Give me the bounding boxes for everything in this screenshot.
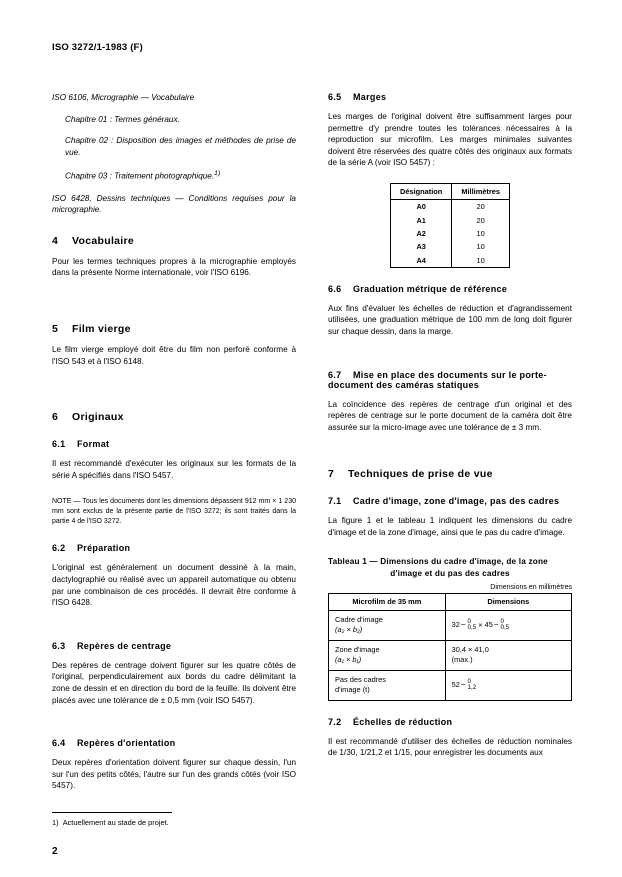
section-5-title: Film vierge [72,323,131,336]
cell-designation: A4 [391,253,452,267]
label-line-2: (a₂ × b₂) [335,625,363,635]
section-6-4-heading [52,738,296,748]
value-line-1: 30,4 × 41,0 [451,644,489,654]
cell-designation: A0 [391,199,452,213]
section-7-heading [328,468,572,480]
tolerance-upper: 0 [467,677,471,685]
section-6-7-body: La coïncidence des repères de centrage d'un original et des repères de centrage sur le porte document de la caméra doit être assurée sur la micro-image avec une tolérance de ± 3 mm. [328,399,572,432]
section-6-3-body: Des repères de centrage doivent figurer sur les quatre côtés de l'original, perpendiculairement aux bords du cadre délimitant la zone de dessin et en direction du bord de la feuille. Ils doivent être placés avec une tolérance de ± 0,5 mm (voir ISO 5457). [52,660,296,705]
cell-millimetres: 10 [476,255,485,265]
section-6-5-heading [328,92,572,102]
tolerance-fraction-a [468,619,477,632]
section-7-1-heading [328,496,572,506]
chapitre-03-footnote-ref: 1) [214,170,221,178]
table-row [391,253,510,267]
section-5-body: Le film vierge employé doit être du film non perforé conforme à l'ISO 543 et à l'ISO 6148. [52,345,296,366]
cell-designation: A2 [391,227,452,240]
cell-label-zone-image [329,640,446,670]
label-line-1: Pas des cadres [335,674,386,684]
section-7-1-title: Cadre d'image, zone d'image, pas des cadres [353,496,560,507]
section-7-2-number: 7.2 [328,716,342,727]
table-header-row [329,593,572,610]
section-7-2-heading [328,717,572,727]
tolerance-lower: 0,5 [500,624,510,632]
cell-value-cadre-image [445,610,571,640]
section-6-1-number: 6.1 [52,439,66,450]
cell-value-zone-image [445,640,571,670]
spacer [52,716,296,722]
tableau-1-caption [328,556,572,580]
table-row [391,213,510,226]
tableau-1-units-note: Dimensions en millimètres [490,583,572,591]
spacer [52,289,296,304]
section-6-5-number: 6.5 [328,92,342,102]
tolerance-upper: 0 [467,617,471,625]
section-7-1-body: La figure 1 et le tableau 1 indiquent les dimensions du cadre d'image et de la zone d'image, ainsi que le pas du cadre d'image. [328,516,572,537]
chapitre-02: Chapitre 02 : Disposition des images et méthodes de prise de vue. [65,136,296,157]
section-4-number: 4 [52,234,59,247]
chapitre-03 [65,168,296,182]
spacer [328,443,572,449]
value-line-2: (max.) [451,655,473,665]
section-6-heading [52,411,296,423]
section-7-2-body: Il est recommandé d'utiliser des échelles de réduction nominales de 1/30, 1/21,2 et 1/15, pour enregistrer les documents aux [328,736,572,758]
right-column [328,92,572,792]
section-4-heading [52,235,296,247]
section-6-2-title: Préparation [77,543,131,554]
section-6-4-number: 6.4 [52,738,66,749]
cell-value-pas-des-cadres [445,670,571,700]
column-header-millimetres: Millimètres [452,183,510,199]
chapitre-01: Chapitre 01 : Termes généraux. [65,114,180,124]
label-line-1: Zone d'image [335,644,380,654]
section-6-number: 6 [52,411,59,424]
section-6-3-number: 6.3 [52,640,66,651]
column-header-designation: Désignation [391,183,452,199]
page-number: 2 [52,846,58,857]
section-6-5-body: Les marges de l'original doivent être suffisamment larges pour permettre d'y prendre toutes les tolérances nécessaires à la reproduction sur microfilm. Les marges minimales suivantes doivent être réservées des quatre côtés des originaux aux formats de la série A (voir ISO 5457) : [328,112,572,168]
margins-table-wrapper [328,183,572,268]
section-6-7-title: Mise en place des documents sur le porte-document des caméras statiques [328,369,547,390]
section-6-7-heading [328,370,572,390]
section-6-3-heading [52,641,296,651]
section-6-6-title: Graduation métrique de référence [353,283,508,294]
cell-label-cadre-image [329,610,446,640]
cell-millimetres: 20 [476,215,485,225]
table-row [329,610,572,640]
reference-iso-6428: ISO 6428, Dessins techniques — Conditions requises pour la micrographie. [52,193,296,215]
tolerance-lower: 1,2 [467,684,477,692]
minus-sign: − [460,619,466,629]
label-line-2: d'image (t) [335,685,370,695]
section-6-6-body: Aux fins d'évaluer les échelles de réduction et d'agrandissement utilisées, une graduation métrique de 100 mm de long doit figurer sur chaque dessin, dans la marge. [328,303,572,337]
section-4-title: Vocabulaire [72,234,135,247]
tolerance-value-a [452,619,477,632]
table-row [391,199,510,213]
tolerance-upper: 0 [500,617,504,625]
reference-iso-6106: ISO 6106, Micrographie — Vocabulaire [52,93,195,102]
section-6-1-title: Format [77,439,110,450]
value-t: 52 [451,679,460,689]
spacer [52,619,296,625]
value-b: 45 [484,619,493,629]
two-column-body [52,92,572,792]
cell-designation: A3 [391,240,452,253]
section-6-7-number: 6.7 [328,369,342,380]
tolerance-value-t [452,679,477,692]
dimensions-table [328,593,572,701]
document-header: ISO 3272/1-1983 (F) [52,42,143,53]
section-7-1-number: 7.1 [328,496,342,507]
tableau-1-caption-line2: d'image et du pas des cadres [390,568,510,578]
table-row [391,227,510,240]
column-header-dimensions: Dimensions [445,593,571,610]
table-row [329,640,572,670]
margins-table [390,183,510,268]
minus-sign: − [493,619,499,629]
section-6-2-number: 6.2 [52,543,66,554]
left-column [52,92,296,792]
section-5-heading [52,323,296,335]
chapitre-03-text: Chapitre 03 : Traitement photographique. [65,172,215,182]
label-line-1: Cadre d'image [335,614,383,624]
section-6-5-title: Marges [353,92,387,102]
section-4-body: Pour les termes techniques propres à la micrographie employés dans la présente Norme internationale, voir l'ISO 6196. [52,256,296,278]
section-6-1-body: Il est recommandé d'exécuter les originaux sur les formats de la série A spécifiés dans l'ISO 5457. [52,459,296,480]
cell-designation: A1 [391,213,452,226]
footnote-marker: 1) [52,818,59,827]
section-7-number: 7 [328,468,335,481]
section-6-6-number: 6.6 [328,283,342,294]
tolerance-value-b [485,619,510,632]
table-header-row [391,183,510,199]
tolerance-lower: 0,5 [467,624,477,632]
table-row [329,670,572,700]
cell-millimetres: 10 [476,228,485,238]
section-6-4-title: Repères d'orientation [77,738,176,749]
tolerance-fraction-b [501,619,510,632]
section-5-number: 5 [52,323,59,336]
value-a: 32 [451,619,460,629]
cell-millimetres: 20 [476,202,485,212]
multiplication-sign: × [478,619,483,629]
section-6-3-title: Repères de centrage [77,640,172,651]
section-6-1-heading [52,439,296,449]
column-header-microfilm: Microfilm de 35 mm [329,593,446,610]
section-7-2-title: Échelles de réduction [353,716,453,727]
footnote-separator [52,812,172,813]
footnote-text: Actuellement au stade de projet. [62,818,169,827]
label-line-2: (a₁ × b₁) [335,655,362,665]
cell-millimetres: 10 [476,242,485,252]
spacer [52,377,296,392]
footnote [52,818,169,827]
table-row [391,240,510,253]
section-6-4-body: Deux repères d'orientation doivent figurer sur chaque dessin, l'un sur l'un des petits côtés, l'autre sur l'un des grands côtés (voir ISO 5457). [52,758,296,791]
spacer [328,348,572,354]
section-6-2-heading [52,543,296,553]
tolerance-fraction-t [468,679,477,692]
section-6-2-body: L'original est généralement un document dessiné à la main, dactylographié ou réalisé avec un appareil automatique ou obtenu par une combinaison de ces procédés. Il devrait être conforme à l'ISO 6428. [52,563,296,608]
tableau-1-caption-line1: Tableau 1 — Dimensions du cadre d'image, de la zone [328,556,548,566]
minus-sign: − [460,679,466,689]
section-6-1-note: NOTE — Tous les documents dont les dimensions dépassent 912 mm × 1 230 mm sont exclus de la présente partie de l'ISO 3272; ils sont traités dans la partie 4 de l'ISO 3272. [52,498,296,526]
section-6-6-heading [328,284,572,294]
section-6-title: Originaux [72,411,124,424]
section-7-title: Techniques de prise de vue [348,468,493,481]
cell-label-pas-des-cadres [329,670,446,700]
